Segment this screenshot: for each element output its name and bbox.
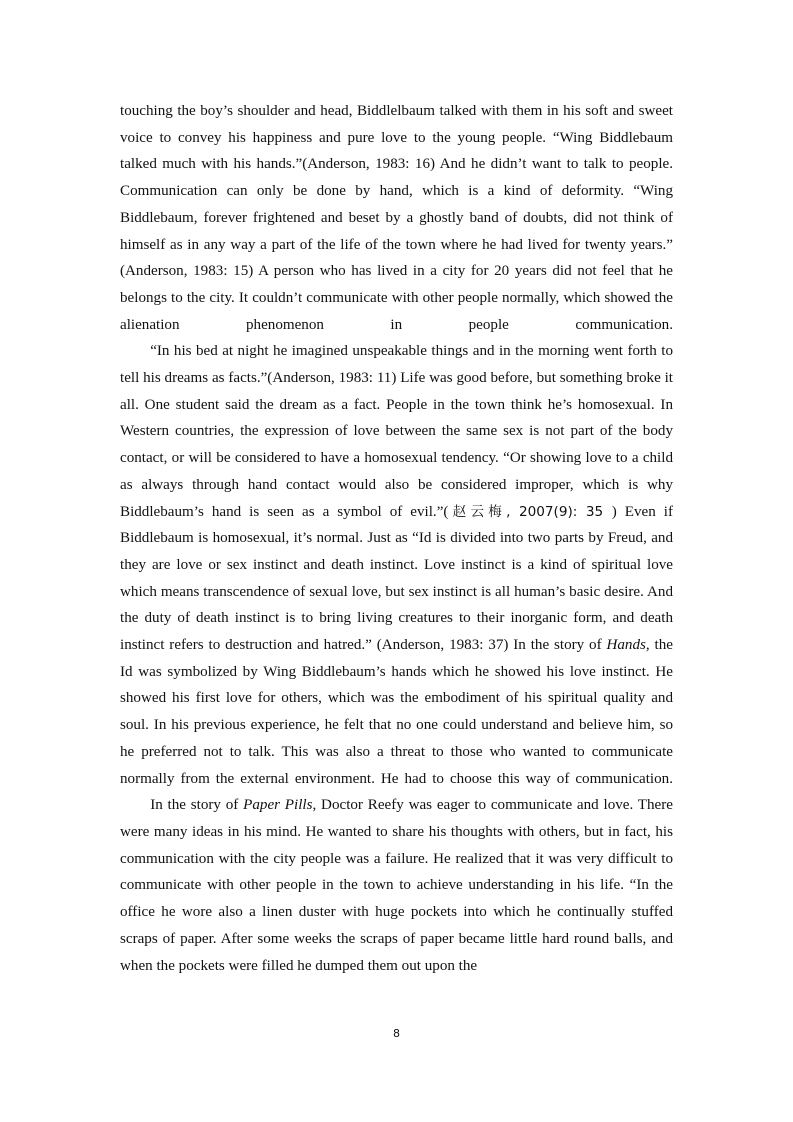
- paragraph-1-text: touching the boy’s shoulder and head, Biddlelbaum talked with them in his soft and sweet voice to convey his happiness and pure love to the young people. “Wing Biddlebaum talked much with his hands.”(Anderson, 1983: 16) And he didn’t want to talk to people. Communication can only be done by hand, which is a kind of deformity. “Wing Biddlebaum, forever frightened and beset by a ghostly band of doubts, did not think of himself as in any way a part of the life of the town where he had lived for twenty years.” (Anderson, 1983: 15) A person who has lived in a city for 20 years did not feel that he belongs to the city. It couldn’t communicate with other people normally, which showed the alienation phenomenon in people communication.: [120, 103, 673, 333]
- chinese-citation: 赵云梅, 2007(9): 35: [448, 503, 612, 520]
- paragraph-2-text-a: “In his bed at night he imagined unspeakable things and in the morning went forth to tell his dreams as facts.”(Anderson, 1983: 11) Life was good before, but something broke it all. One student said the dream as a fact. People in the town think he’s homosexual. In Western countries, the expression of love between the same sex is not part of the body contact, or will be considered to have a homosexual tendency. “Or showing love to a child as always through hand contact would also be considered improper, which is why Biddlebaum’s hand is seen as a symbol of evil.”(: [120, 343, 673, 520]
- italic-title-hands: Hands: [606, 637, 646, 654]
- paragraph-2-text-c: , the Id was symbolized by Wing Biddlebaum’s hands which he showed his love instinct. He showed his first love for others, which was the embodiment of his spiritual quality and soul. In his previous experience, he felt that no one could understand and believe him, so he preferred not to talk. This was also a threat to those who wanted to communicate normally from the external environment. He had to choose this way of communication.: [120, 637, 673, 787]
- page-number: 8: [393, 1027, 400, 1040]
- paragraph-2-text-b: ) Even if Biddlebaum is homosexual, it’s normal. Just as “Id is divided into two parts by Freud, and they are love or sex instinct and death instinct. Love instinct is a kind of spiritual love which means transcendence of sexual love, but sex instinct is all human’s basic desire. And the duty of death instinct is to bring living creatures to their inorganic form, and death instinct refers to destruction and hatred.” (Anderson, 1983: 37) In the story of: [120, 503, 673, 654]
- italic-title-paper-pills: Paper Pills: [243, 797, 313, 814]
- paragraph-3-text-b: , Doctor Reefy was eager to communicate and love. There were many ideas in his mind. He wanted to share his thoughts with others, but in fact, his communication with the city people was a failure. He realized that it was very difficult to communicate with other people in the town to achieve understanding in his life. “In the office he wore also a linen duster with huge pockets into which he continually stuffed scraps of paper. After some weeks the scraps of paper became little hard round balls, and when the pockets were filled he dumped them out upon the: [120, 797, 673, 974]
- paragraph-3: [120, 792, 673, 979]
- paragraph-2: [120, 338, 673, 792]
- paragraph-3-text-a: In the story of: [150, 797, 244, 814]
- body-text: [120, 98, 673, 979]
- paragraph-1: [120, 98, 673, 338]
